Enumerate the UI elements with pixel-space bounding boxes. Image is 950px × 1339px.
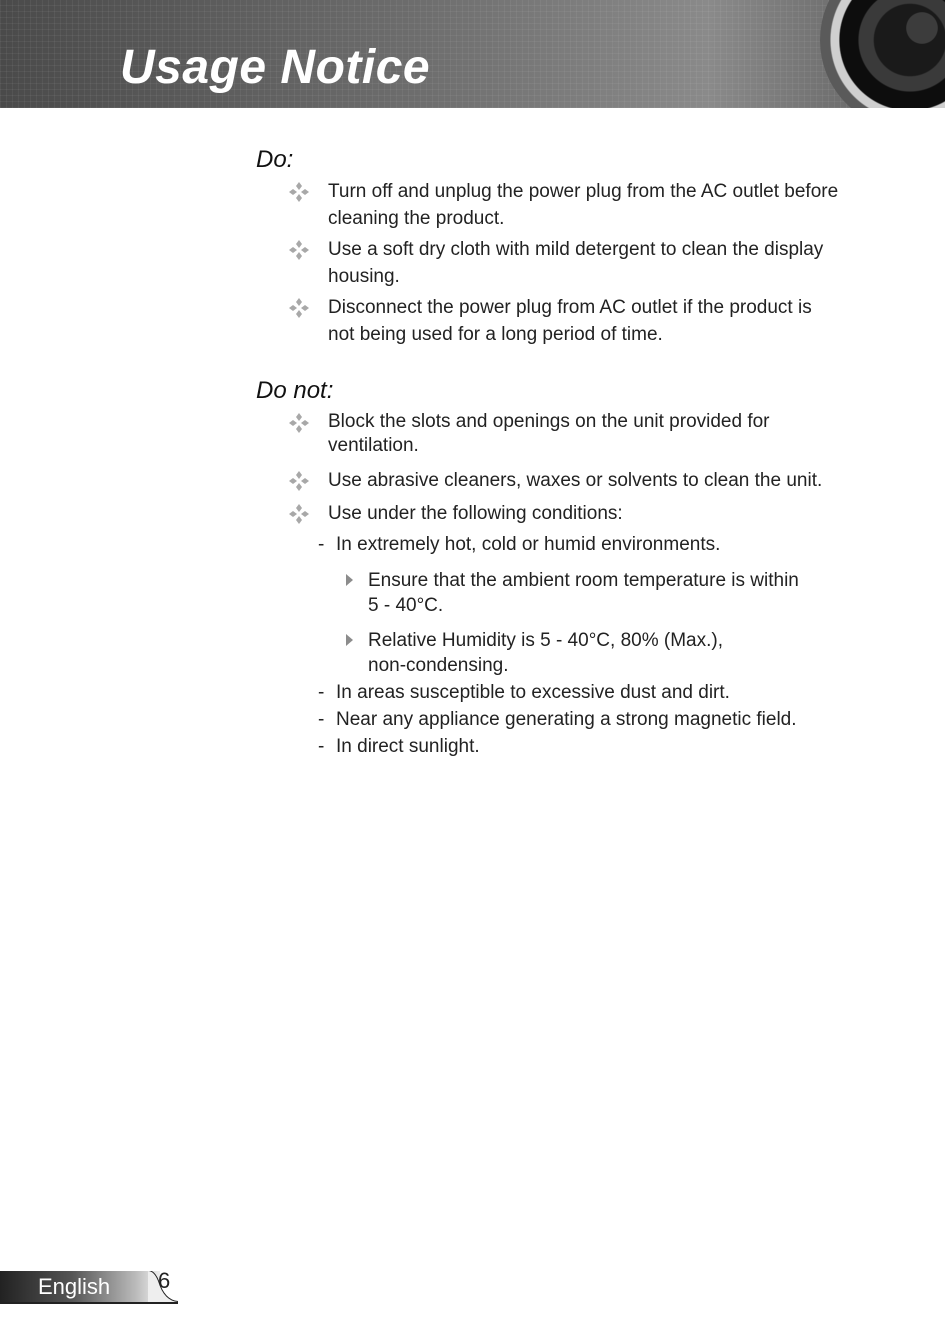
- do-item-3: Disconnect the power plug from AC outlet if the product is not being used for a long period of time.: [328, 297, 812, 345]
- condition-3: Near any appliance generating a strong magnetic field.: [336, 709, 797, 730]
- sub-item-1: Ensure that the ambient room temperature is within 5 - 40°C.: [368, 570, 799, 616]
- diamond-cluster-icon: [288, 503, 310, 525]
- condition-2: In areas susceptible to excessive dust and dirt.: [336, 682, 730, 703]
- diamond-cluster-icon: [288, 181, 310, 203]
- diamond-cluster-icon: [288, 239, 310, 261]
- do-not-section-title: Do not:: [256, 377, 334, 404]
- diamond-cluster-icon: [288, 470, 310, 492]
- condition-dash: -: [318, 736, 325, 757]
- page-header: [0, 0, 945, 108]
- do-not-item-3: Use under the following conditions:: [328, 503, 623, 524]
- do-not-item-2: Use abrasive cleaners, waxes or solvents to clean the unit.: [328, 470, 823, 491]
- do-section-title: Do:: [256, 146, 294, 173]
- diamond-cluster-icon: [288, 297, 310, 319]
- do-item-2: Use a soft dry cloth with mild detergent to clean the display housing.: [328, 239, 824, 287]
- condition-4: In direct sunlight.: [336, 736, 480, 757]
- projector-lens-icon: [820, 0, 945, 108]
- triangle-right-icon: [346, 574, 353, 586]
- page-title: Usage Notice: [120, 41, 431, 94]
- footer-language: English: [38, 1274, 111, 1299]
- condition-dash: -: [318, 682, 325, 703]
- do-not-item-1: Block the slots and openings on the unit provided for ventilation.: [328, 411, 770, 456]
- sub-item-2: Relative Humidity is 5 - 40°C, 80% (Max.), non-condensing.: [368, 630, 723, 676]
- condition-1: In extremely hot, cold or humid environments.: [336, 534, 721, 555]
- condition-dash: -: [318, 709, 325, 730]
- condition-dash: -: [318, 534, 325, 555]
- diamond-cluster-icon: [288, 412, 310, 434]
- triangle-right-icon: [346, 634, 353, 646]
- do-item-1: Turn off and unplug the power plug from the AC outlet before cleaning the product.: [328, 181, 839, 229]
- footer-divider: [0, 1302, 178, 1304]
- page-number: 6: [158, 1268, 171, 1293]
